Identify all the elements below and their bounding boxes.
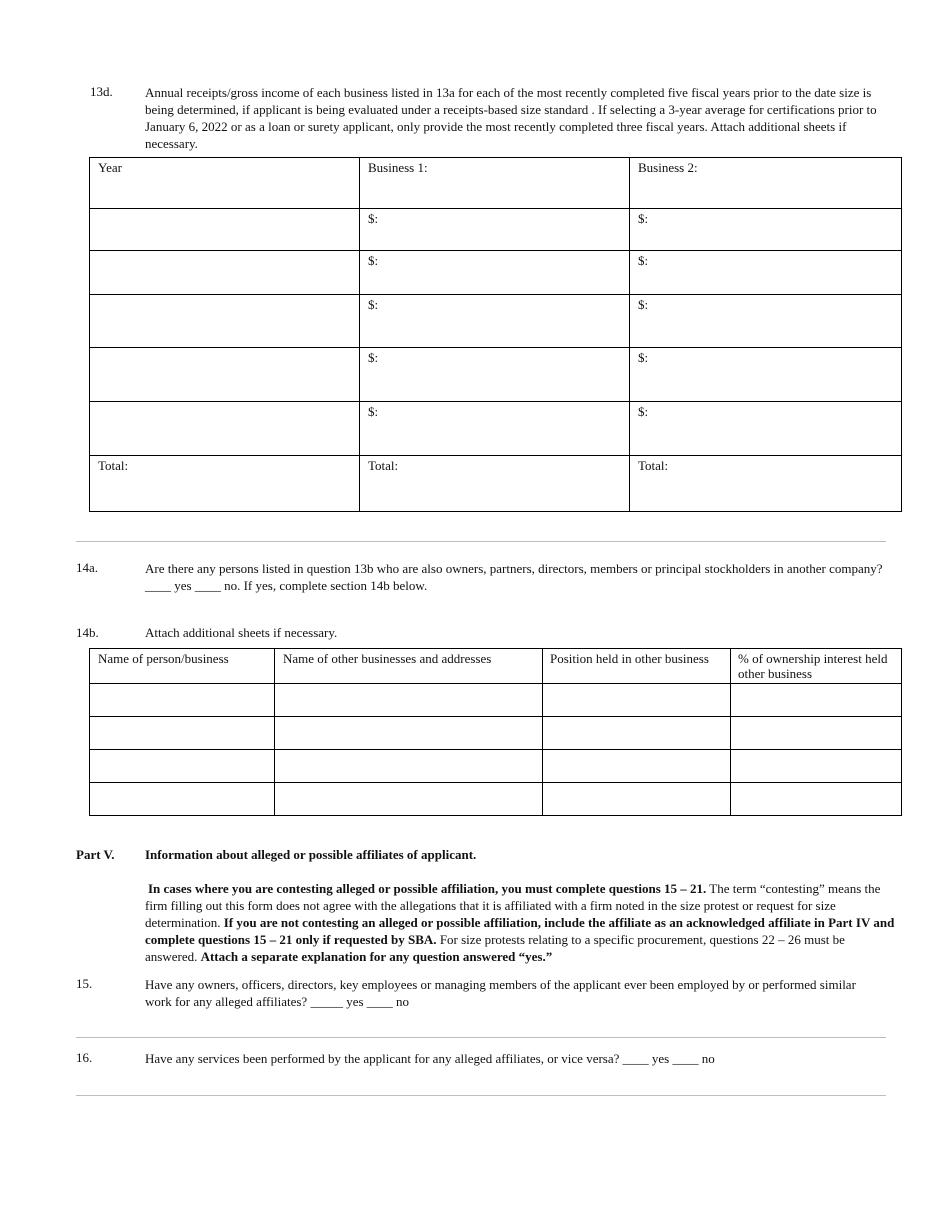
q16-text: Have any services been performed by the applicant for any alleged affiliates, or vice versa? ____ yes ____ no: [145, 1051, 715, 1066]
intro-bold-1: In cases where you are contesting alleged or possible affiliation, you must complete questions 15 – 21.: [148, 881, 707, 896]
ownership-cell[interactable]: [731, 684, 902, 717]
intro-bold-2: If you are not contesting an alleged or possible affiliation, include the affiliate as an acknowledged affiliate in Part IV and complete questions 15 – 21 only if requested by SBA.: [145, 915, 895, 947]
table-row: [90, 209, 902, 251]
table-row: [90, 295, 902, 348]
other-business-cell[interactable]: [275, 717, 543, 750]
ownership-table: [89, 648, 902, 816]
part5-label: Part V.: [76, 847, 115, 862]
table-row: [90, 348, 902, 402]
year-header: Year: [90, 158, 360, 209]
business-2-amount[interactable]: $:: [630, 348, 902, 402]
position-cell[interactable]: [543, 783, 731, 816]
person-cell[interactable]: [90, 717, 275, 750]
business-1-amount[interactable]: $:: [360, 295, 630, 348]
q14b-text: Attach additional sheets if necessary.: [145, 625, 338, 640]
position-cell[interactable]: [543, 684, 731, 717]
business-1-header: Business 1:: [360, 158, 630, 209]
business-2-amount[interactable]: $:: [630, 251, 902, 295]
table-row: [90, 251, 902, 295]
ownership-header-row: [90, 649, 902, 684]
q14a-number: 14a.: [76, 560, 99, 575]
business-1-amount[interactable]: $:: [360, 251, 630, 295]
year-cell[interactable]: [90, 402, 360, 456]
other-business-cell[interactable]: [275, 783, 543, 816]
position-header: Position held in other business: [543, 649, 731, 684]
section-divider: [76, 1095, 886, 1096]
person-cell[interactable]: [90, 783, 275, 816]
other-business-header: Name of other businesses and addresses: [275, 649, 543, 684]
business-2-header: Business 2:: [630, 158, 902, 209]
position-cell[interactable]: [543, 750, 731, 783]
business-2-amount[interactable]: $:: [630, 295, 902, 348]
year-cell[interactable]: [90, 209, 360, 251]
year-cell[interactable]: [90, 251, 360, 295]
receipts-table: [89, 157, 902, 512]
table-row: [90, 402, 902, 456]
other-business-cell[interactable]: [275, 684, 543, 717]
intro-plain-2: For size protests relating to a specific procurement, questions 22 – 26 must be answered.: [145, 932, 845, 964]
business-1-total[interactable]: Total:: [360, 456, 630, 512]
year-cell[interactable]: [90, 348, 360, 402]
total-row: [90, 456, 902, 512]
total-year-cell[interactable]: Total:: [90, 456, 360, 512]
ownership-cell[interactable]: [731, 750, 902, 783]
business-1-amount[interactable]: $:: [360, 402, 630, 456]
q13d-text: Annual receipts/gross income of each business listed in 13a for each of the most recently completed five fiscal years prior to the date size is being determined, if applicant is being evaluated under a receipts-based size standard . If selecting a 3-year average for certifications prior to January 6, 2022 or as a loan or surety applicant, only provide the most recently completed three fiscal years. Attach additional sheets if necessary.: [145, 85, 877, 151]
section-divider: [76, 541, 886, 542]
q16-number: 16.: [76, 1050, 93, 1065]
person-cell[interactable]: [90, 684, 275, 717]
q15-text: Have any owners, officers, directors, key employees or managing members of the applicant ever been employed by or performed similar work for any alleged affiliates? _____ yes ____ no: [145, 977, 856, 1009]
person-cell[interactable]: [90, 750, 275, 783]
year-cell[interactable]: [90, 295, 360, 348]
q14b-number: 14b.: [76, 625, 99, 640]
business-2-amount[interactable]: $:: [630, 209, 902, 251]
business-1-amount[interactable]: $:: [360, 348, 630, 402]
business-1-amount[interactable]: $:: [360, 209, 630, 251]
part5-intro: [145, 880, 895, 965]
table-row: [90, 750, 902, 783]
intro-plain-1: The term “contesting” means the firm filling out this form does not agree with the allegations that it is affiliated with a firm noted in the size protest or request for size determination.: [145, 881, 881, 930]
receipts-header-row: [90, 158, 902, 209]
ownership-cell[interactable]: [731, 783, 902, 816]
ownership-header: % of ownership interest held other business: [731, 649, 902, 684]
position-cell[interactable]: [543, 717, 731, 750]
business-2-amount[interactable]: $:: [630, 402, 902, 456]
table-row: [90, 717, 902, 750]
table-row: [90, 783, 902, 816]
intro-bold-3: Attach a separate explanation for any question answered “yes.”: [200, 949, 553, 964]
other-business-cell[interactable]: [275, 750, 543, 783]
table-row: [90, 684, 902, 717]
q15-number: 15.: [76, 976, 93, 991]
q13d-number: 13d.: [90, 84, 113, 99]
person-header: Name of person/business: [90, 649, 275, 684]
section-divider: [76, 1037, 886, 1038]
business-2-total[interactable]: Total:: [630, 456, 902, 512]
ownership-cell[interactable]: [731, 717, 902, 750]
part5-title: Information about alleged or possible affiliates of applicant.: [145, 847, 477, 862]
q14a-text: Are there any persons listed in question 13b who are also owners, partners, directors, members or principal stockholders in another company? ____ yes ____ no. If yes, complete section 14b below.: [145, 561, 883, 593]
